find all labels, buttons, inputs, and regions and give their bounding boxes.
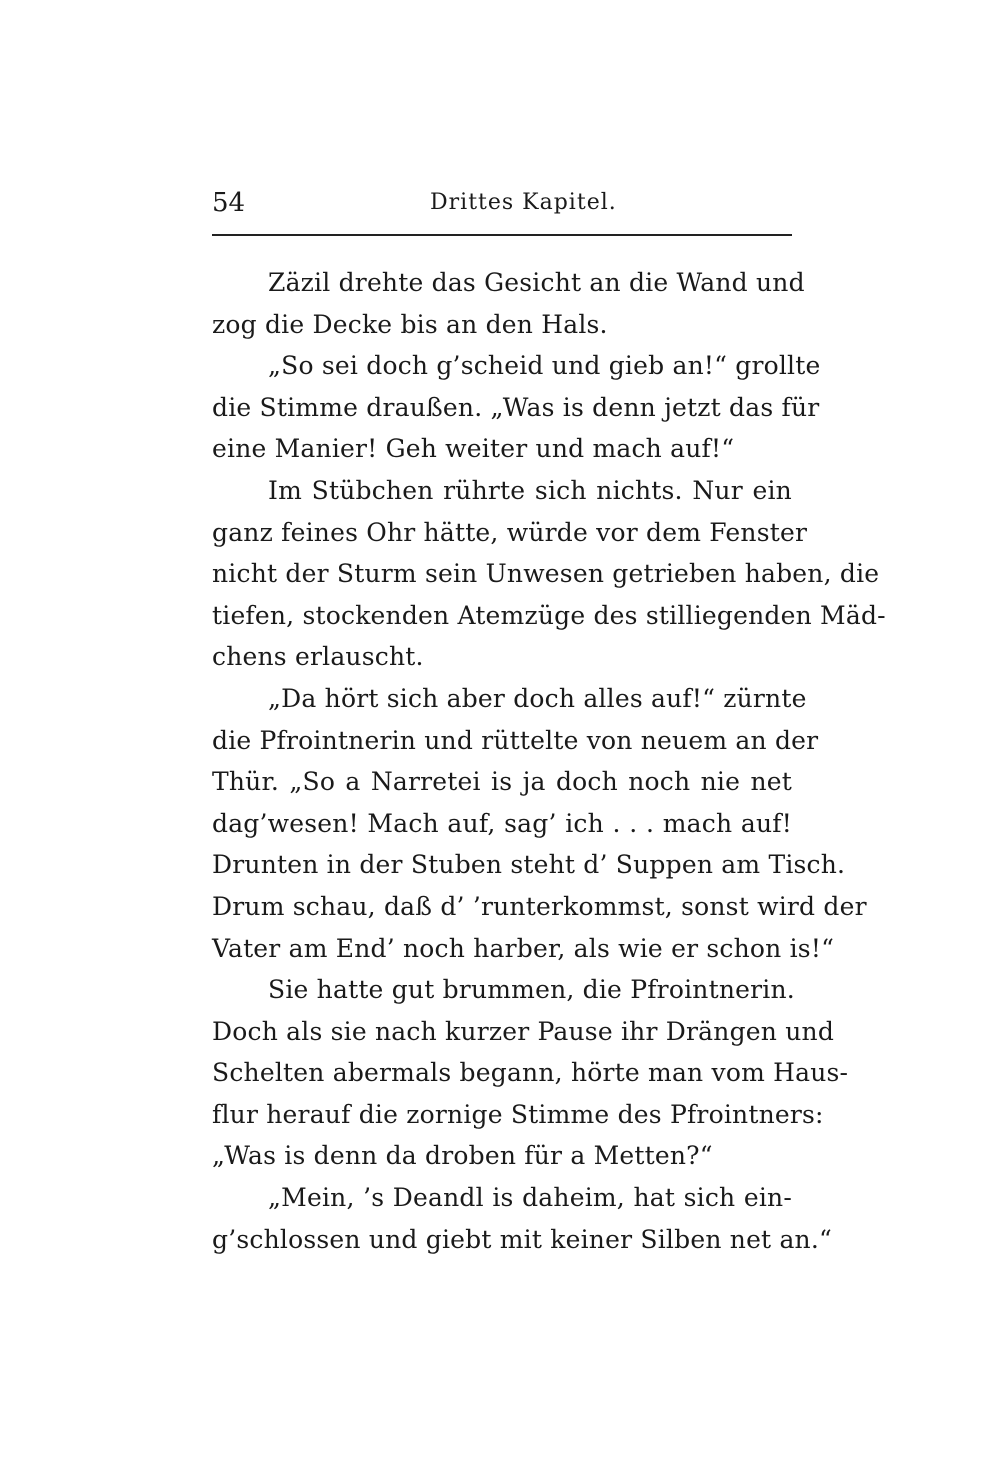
text-line: chens erlauscht. (212, 642, 424, 672)
text-line: ganz feines Ohr hätte, würde vor dem Fenster (212, 517, 808, 547)
text-line: Zäzil drehte das Gesicht an die Wand und (268, 268, 805, 297)
text-line: „Was is denn da droben für a Metten?“ (212, 1141, 713, 1171)
text-line: Sie hatte gut brummen, die Pfrointnerin. (268, 975, 795, 1005)
text-line: Drum schau, daß d’ ’runterkommst, sonst wird der (212, 891, 867, 921)
text-line: Schelten abermals begann, hörte man vom Haus- (212, 1058, 849, 1088)
text-line: nicht der Sturm sein Unwesen getrieben haben, die (212, 559, 880, 589)
text-line: „Mein, ’s Deandl is daheim, hat sich ein- (268, 1183, 792, 1213)
text-line: „Da hört sich aber doch alles auf!“ zürnte (268, 683, 807, 713)
text-line: dag’wesen! Mach auf, sag’ ich . . . mach auf! (212, 808, 792, 838)
text-line: Im Stübchen rührte sich nichts. Nur ein (268, 475, 792, 505)
running-head: Drittes Kapitel. (430, 190, 617, 215)
text-line: flur herauf die zornige Stimme des Pfrointners: (212, 1099, 824, 1129)
text-line: Doch als sie nach kurzer Pause ihr Drängen und (212, 1016, 835, 1046)
text-line: Drunten in der Stuben steht d’ Suppen am Tisch. (212, 850, 846, 880)
text-line: eine Manier! Geh weiter und mach auf!“ (212, 434, 735, 464)
text-line: zog die Decke bis an den Hals. (212, 309, 608, 339)
text-line: tiefen, stockenden Atemzüge des stilliegenden Mäd- (212, 600, 886, 630)
text-line: Thür. „So a Narretei is ja doch noch nie net (212, 767, 792, 797)
text-line: „So sei doch g’scheid und gieb an!“ grollte (268, 351, 821, 381)
page-number: 54 (212, 188, 246, 218)
text-line: g’schlossen und giebt mit keiner Silben net an.“ (212, 1224, 832, 1254)
text-line: Vater am End’ noch harber, als wie er schon is!“ (212, 933, 835, 963)
body-text (212, 262, 886, 1260)
text-line: die Stimme draußen. „Was is denn jetzt das für (212, 392, 820, 422)
header-rule (212, 234, 792, 236)
text-line: die Pfrointnerin und rüttelte von neuem an der (212, 725, 819, 755)
